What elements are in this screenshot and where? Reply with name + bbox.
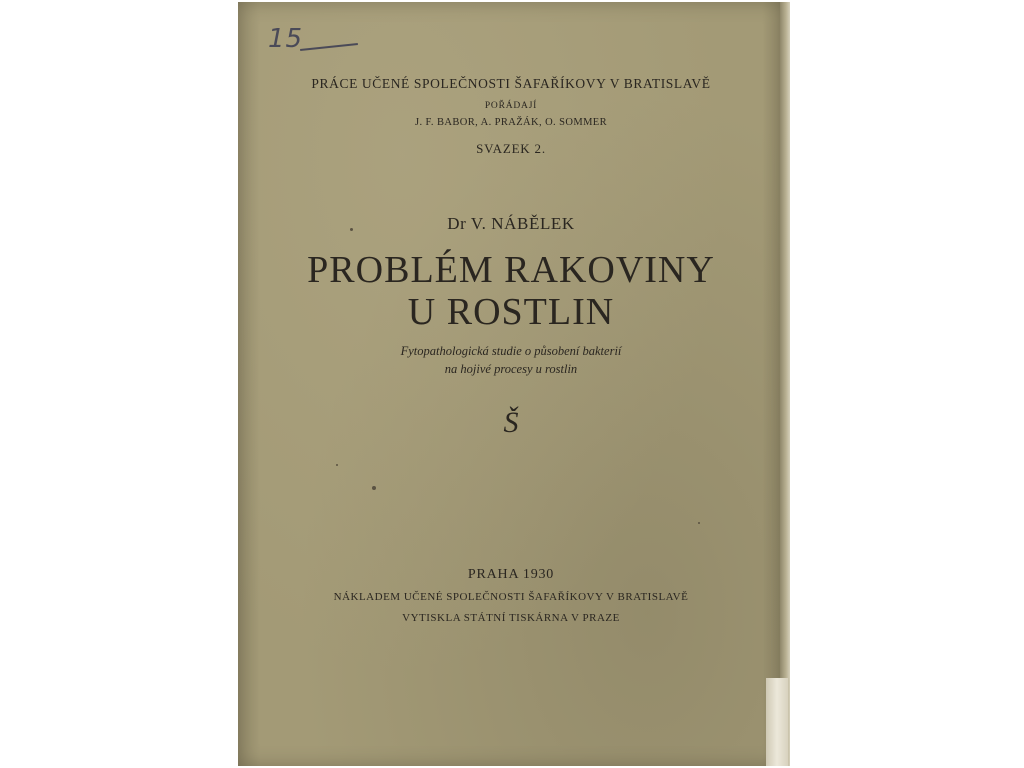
paper-speck (372, 486, 376, 490)
handwritten-note: 15 (268, 24, 304, 54)
book-title-line-1: PROBLÉM RAKOVINY (307, 249, 715, 291)
publisher-line: NÁKLADEM UČENÉ SPOLEČNOSTI ŠAFAŘÍKOVY V BRATISLAVĚ (333, 591, 689, 603)
subtitle-line-1: Fytopathologická studie o působení bakterií (400, 344, 622, 358)
edited-by-label: POŘÁDAJÍ (484, 101, 538, 111)
paper-speck (698, 522, 700, 524)
torn-paper-corner (766, 678, 788, 766)
printer-line: VYTISKLA STÁTNÍ TISKÁRNA V PRAZE (402, 612, 620, 624)
paper-speck (336, 464, 338, 466)
book-title-line-2: U ROSTLIN (407, 291, 615, 333)
place-and-year: PRAHA 1930 (467, 567, 555, 582)
volume-number: SVAZEK 2. (476, 141, 546, 156)
editors-line: J. F. BABOR, A. PRAŽÁK, O. SOMMER (414, 117, 608, 128)
series-title: PRÁCE UČENÉ SPOLEČNOSTI ŠAFAŘÍKOVY V BRATISLAVĚ (311, 76, 711, 91)
publisher-emblem-icon: Š (503, 406, 519, 439)
subtitle-line-2: na hojivé procesy u rostlin (444, 362, 578, 376)
author-name: Dr V. NÁBĚLEK (447, 214, 575, 233)
